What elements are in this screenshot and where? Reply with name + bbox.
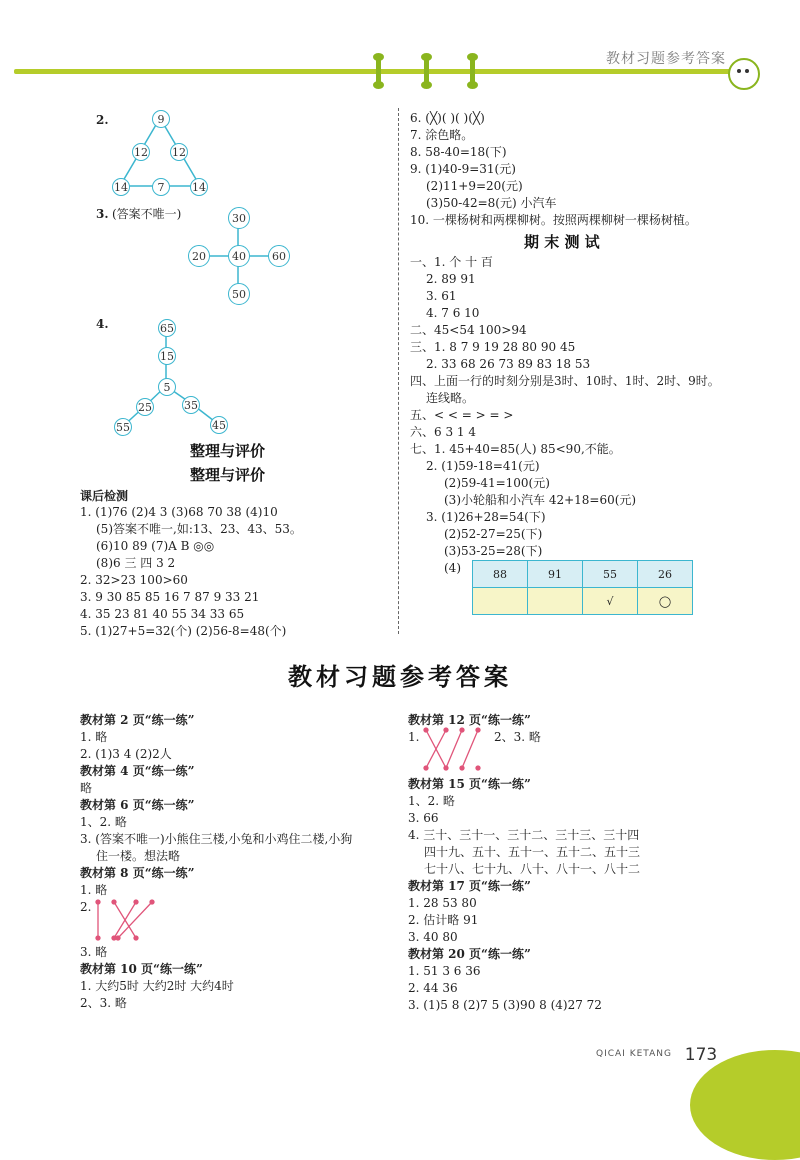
br-line: 七十八、七十九、八十、八十一、八十二 bbox=[424, 862, 641, 876]
tri-node: 12 bbox=[170, 143, 188, 161]
tree-node: 15 bbox=[158, 347, 176, 365]
tri-node: 14 bbox=[190, 178, 208, 196]
bl-line: 3. 略 bbox=[80, 945, 108, 959]
answer-line: 2. (1)59-18=41(元) bbox=[426, 459, 540, 473]
answer-line: (5)答案不唯一,如:13、23、43、53。 bbox=[96, 522, 302, 536]
answer-line: 三、1. 8 7 9 19 28 80 90 45 bbox=[410, 340, 576, 354]
br-line: 3. 40 80 bbox=[408, 930, 458, 944]
table-cell: 91 bbox=[528, 561, 583, 588]
answer-line: (6)10 89 (7)A B ◎◎ bbox=[96, 539, 215, 553]
answer-line: 9. (1)40-9=31(元) bbox=[410, 162, 516, 176]
bl-line: 1. 略 bbox=[80, 883, 108, 897]
table-cell bbox=[473, 588, 528, 615]
answer-line: (3)50-42=8(元) 小汽车 bbox=[426, 196, 557, 210]
tree-node: 65 bbox=[158, 319, 176, 337]
table-cell: 88 bbox=[473, 561, 528, 588]
answer-line: (3)53-25=28(下) bbox=[444, 544, 543, 558]
br-line: 2、3. 略 bbox=[494, 730, 541, 744]
answer-line: 五、< < = > = > bbox=[410, 408, 514, 422]
tri-node: 12 bbox=[132, 143, 150, 161]
bl-line: 2. bbox=[80, 900, 92, 914]
bl-line: 略 bbox=[80, 781, 93, 795]
answer-line: 2. 89 91 bbox=[426, 272, 476, 286]
tri-node: 14 bbox=[112, 178, 130, 196]
tri-node: 9 bbox=[152, 110, 170, 128]
answer-line: 一、1. 个 十 百 bbox=[410, 255, 493, 269]
tree-node: 55 bbox=[114, 418, 132, 436]
br-heading: 教材第 12 页“练一练” bbox=[408, 713, 531, 727]
bl-line: 1、2. 略 bbox=[80, 815, 127, 829]
answer-line: 二、45<54 100>94 bbox=[410, 323, 527, 337]
answer-line: 四、上面一行的时刻分别是3时、10时、1时、2时、9时。 bbox=[410, 374, 720, 388]
answer-line: (2)11+9=20(元) bbox=[426, 179, 523, 193]
cross-node: 30 bbox=[228, 207, 250, 229]
answer-table bbox=[472, 560, 693, 615]
answer-line: 5. (1)27+5=32(个) (2)56-8=48(个) bbox=[80, 624, 287, 638]
binder-pin bbox=[424, 55, 429, 87]
answer-line: 10. 一棵杨树和两棵柳树。按照两棵柳树一棵杨树植。 bbox=[410, 213, 697, 227]
q3-note: (答案不唯一) bbox=[112, 207, 182, 221]
bl-line: 1. 大约5时 大约2时 大约4时 bbox=[80, 979, 234, 993]
matching-lines-p8 bbox=[92, 896, 162, 944]
q2-num: 2. bbox=[96, 113, 109, 127]
bl-heading: 教材第 10 页“练一练” bbox=[80, 962, 203, 976]
table-cell: √ bbox=[583, 588, 638, 615]
q3-num: 3. bbox=[96, 207, 109, 221]
br-heading: 教材第 15 页“练一练” bbox=[408, 777, 531, 791]
br-line: 1. bbox=[408, 730, 420, 744]
table-cell: 26 bbox=[638, 561, 693, 588]
bl-line: 2、3. 略 bbox=[80, 996, 127, 1010]
answer-line: (2)52-27=25(下) bbox=[444, 527, 543, 541]
cross-node: 40 bbox=[228, 245, 250, 267]
answer-line: (3)小轮船和小汽车 42+18=60(元) bbox=[444, 493, 637, 507]
table-cell bbox=[528, 588, 583, 615]
table-cell: 55 bbox=[583, 561, 638, 588]
bl-heading: 教材第 4 页“练一练” bbox=[80, 764, 195, 778]
answer-line: 3. 9 30 85 85 16 7 87 9 33 21 bbox=[80, 590, 260, 604]
answer-line: 七、1. 45+40=85(人) 85<90,不能。 bbox=[410, 442, 621, 456]
br-line: 4. 三十、三十一、三十二、三十三、三十四 bbox=[408, 828, 640, 842]
cross-node: 20 bbox=[188, 245, 210, 267]
answer-line: 六、6 3 1 4 bbox=[410, 425, 476, 439]
page-number: 173 bbox=[683, 1040, 719, 1070]
answer-line: (4) bbox=[444, 561, 461, 575]
answer-line: 1. (1)76 (2)4 3 (3)68 70 38 (4)10 bbox=[80, 505, 278, 519]
br-line: 四十九、五十、五十一、五十二、五十三 bbox=[424, 845, 641, 859]
q4-num: 4. bbox=[96, 317, 109, 331]
br-heading: 教材第 17 页“练一练” bbox=[408, 879, 531, 893]
tree-node: 45 bbox=[210, 416, 228, 434]
br-line: 1. 51 3 6 36 bbox=[408, 964, 481, 978]
tree-node: 25 bbox=[136, 398, 154, 416]
br-line: 3. (1)5 8 (2)7 5 (3)90 8 (4)27 72 bbox=[408, 998, 602, 1012]
answer-line: 8. 58-40=18(下) bbox=[410, 145, 507, 159]
matching-lines-p12 bbox=[420, 724, 486, 774]
answer-line: 3. 61 bbox=[426, 289, 457, 303]
bl-line: 1. 略 bbox=[80, 730, 108, 744]
answer-line: 2. 33 68 26 73 89 83 18 53 bbox=[426, 357, 591, 371]
table-cell: ◯ bbox=[638, 588, 693, 615]
bl-heading: 教材第 8 页“练一练” bbox=[80, 866, 195, 880]
bl-heading: 教材第 6 页“练一练” bbox=[80, 798, 195, 812]
cross-node: 60 bbox=[268, 245, 290, 267]
column-divider bbox=[398, 108, 399, 634]
bl-line: 2. (1)3 4 (2)2人 bbox=[80, 747, 172, 761]
cross-node: 50 bbox=[228, 283, 250, 305]
bl-line: 3. (答案不唯一)小熊住三楼,小兔和小鸡住二楼,小狗 bbox=[80, 832, 353, 846]
answer-line: 4. 7 6 10 bbox=[426, 306, 480, 320]
answer-line: 2. 32>23 100>60 bbox=[80, 573, 188, 587]
footer-label: QICAI KETANG bbox=[596, 1049, 672, 1059]
binder-pin bbox=[470, 55, 475, 87]
tree-node: 5 bbox=[158, 378, 176, 396]
answer-line: 4. 35 23 81 40 55 34 33 65 bbox=[80, 607, 245, 621]
answer-line: 7. 涂色略。 bbox=[410, 128, 474, 142]
br-line: 1、2. 略 bbox=[408, 794, 455, 808]
exam-title: 期 末 测 试 bbox=[524, 233, 600, 251]
tree-node: 35 bbox=[182, 396, 200, 414]
subhead: 课后检测 bbox=[80, 489, 129, 503]
answer-line: (2)59-41=100(元) bbox=[444, 476, 550, 490]
header-title: 教材习题参考答案 bbox=[606, 51, 726, 67]
br-line: 1. 28 53 80 bbox=[408, 896, 477, 910]
page-title: 教材习题参考答案 bbox=[288, 663, 512, 691]
section-subtitle: 整理与评价 bbox=[190, 466, 266, 484]
bl-line: 住一楼。想法略 bbox=[96, 849, 181, 863]
answer-line: (8)6 三 四 3 2 bbox=[96, 556, 176, 570]
section-title: 整理与评价 bbox=[190, 442, 266, 460]
answer-line: 6. (╳)( )( )(╳) bbox=[410, 111, 485, 125]
tri-node: 7 bbox=[152, 178, 170, 196]
br-line: 2. 估计略 91 bbox=[408, 913, 479, 927]
answer-line: 3. (1)26+28=54(下) bbox=[426, 510, 546, 524]
bl-heading: 教材第 2 页“练一练” bbox=[80, 713, 195, 727]
br-line: 2. 44 36 bbox=[408, 981, 458, 995]
answer-line: 连线略。 bbox=[426, 391, 475, 405]
br-heading: 教材第 20 页“练一练” bbox=[408, 947, 531, 961]
br-line: 3. 66 bbox=[408, 811, 439, 825]
mascot-icon bbox=[728, 58, 760, 90]
binder-pin bbox=[376, 55, 381, 87]
